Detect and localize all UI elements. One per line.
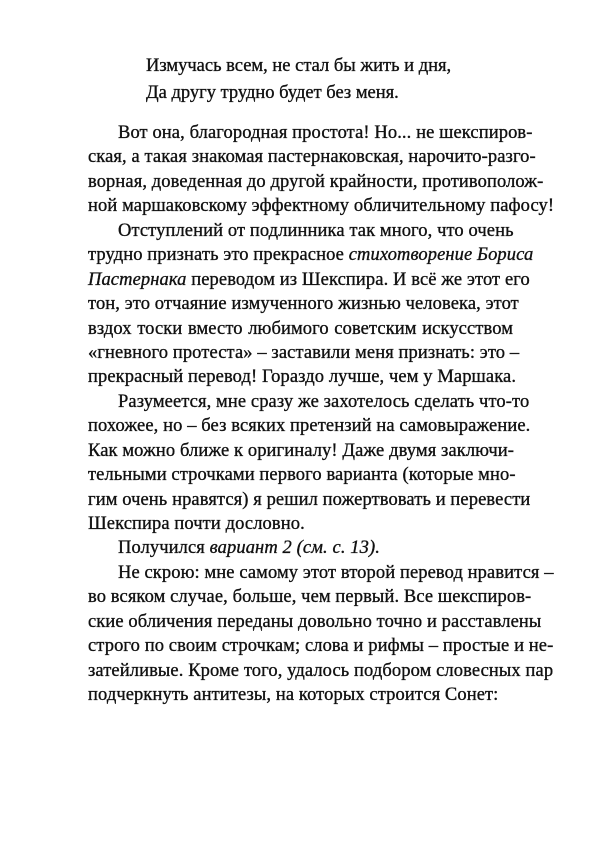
text-line [88, 488, 531, 512]
text-segment: строго по своим строчкам; слова и рифмы – простые и не- [88, 636, 554, 657]
text-segment: «гневного протеста» – заставили меня признать: это – [88, 342, 520, 363]
text-line [88, 317, 513, 341]
text-segment: Получился [118, 538, 210, 559]
text-segment: ская, а такая знакомая пастернаковская, нарочито-разго- [88, 147, 536, 168]
text-line [88, 610, 542, 634]
text-line [88, 585, 532, 609]
verse-line: Измучась всем, не стал бы жить и дня, [146, 56, 452, 76]
text-segment: тельными строчками первого варианта (которые мно- [88, 465, 516, 486]
paragraph [88, 536, 513, 560]
verse-quote [146, 53, 451, 107]
text-segment: вздох тоски вместо любимого советским искусством [88, 318, 513, 339]
text-line [88, 145, 536, 169]
text-line [88, 121, 533, 145]
text-segment: прекрасный перевод! Гораздо лучше, чем у Маршака. [88, 367, 517, 388]
text-segment: Разумеется, мне сразу же захотелось сделать что-то [118, 391, 530, 412]
text-segment: Отступлений от подлинника так много, что очень [118, 220, 514, 241]
text-line [88, 170, 544, 194]
text-line [88, 390, 530, 414]
text-segment: ворная, доведенная до другой крайности, противополож- [88, 171, 544, 192]
text-line [88, 439, 513, 463]
text-line [88, 659, 554, 683]
text-line [88, 219, 513, 243]
text-segment: ские обличения переданы довольно точно и расставлены [88, 611, 542, 632]
text-line [88, 561, 554, 585]
body-text [88, 121, 555, 708]
text-line [88, 683, 513, 707]
text-segment: гим очень нравятся) я решил пожертвовать и перевести [88, 489, 531, 510]
text-segment: Шекспира почти дословно. [88, 514, 305, 534]
text-line [88, 365, 517, 389]
text-segment: трудно признать это прекрасное [88, 245, 349, 266]
italic-text: стихотворение Бориса [348, 245, 534, 266]
text-line [88, 194, 555, 218]
text-line [88, 512, 513, 536]
paragraph [88, 219, 534, 390]
paragraph [88, 121, 555, 219]
text-line [88, 341, 520, 365]
paragraph [88, 561, 554, 708]
text-segment: подчеркнуть антитезы, на которых строится Сонет: [88, 685, 499, 706]
paragraph [88, 390, 531, 537]
text-segment: Не скрою: мне самому этот второй перевод нравится – [118, 562, 554, 583]
verse-line: Да другу трудно будет без меня. [146, 83, 399, 103]
text-line [88, 292, 519, 316]
text-line [88, 243, 534, 267]
text-line [88, 536, 513, 560]
italic-text: Пастернака [88, 269, 187, 290]
text-segment: Вот она, благородная простота! Но... не шекспиров- [118, 123, 533, 143]
text-segment: похожее, но – без всяких претензий на самовыражение. [88, 416, 531, 437]
text-line [88, 634, 554, 658]
text-segment: затейливые. Кроме того, удалось подбором словесных пар [88, 660, 554, 681]
text-line [88, 268, 530, 292]
text-line [88, 463, 516, 487]
text-segment: тон, это отчаяние измученного жизнью человека, этот [88, 294, 519, 315]
text-segment: Как можно ближе к оригиналу! Даже двумя заключи- [88, 440, 515, 461]
italic-text: вариант 2 (см. с. 13). [209, 538, 380, 559]
text-segment: ной маршаковскому эффектному обличительному пафосу! [88, 196, 555, 217]
text-line [88, 414, 531, 438]
text-segment: во всяком случае, больше, чем первый. Все шекспиров- [88, 587, 532, 608]
text-segment: переводом из Шекспира. И всё же этот его [186, 269, 530, 290]
